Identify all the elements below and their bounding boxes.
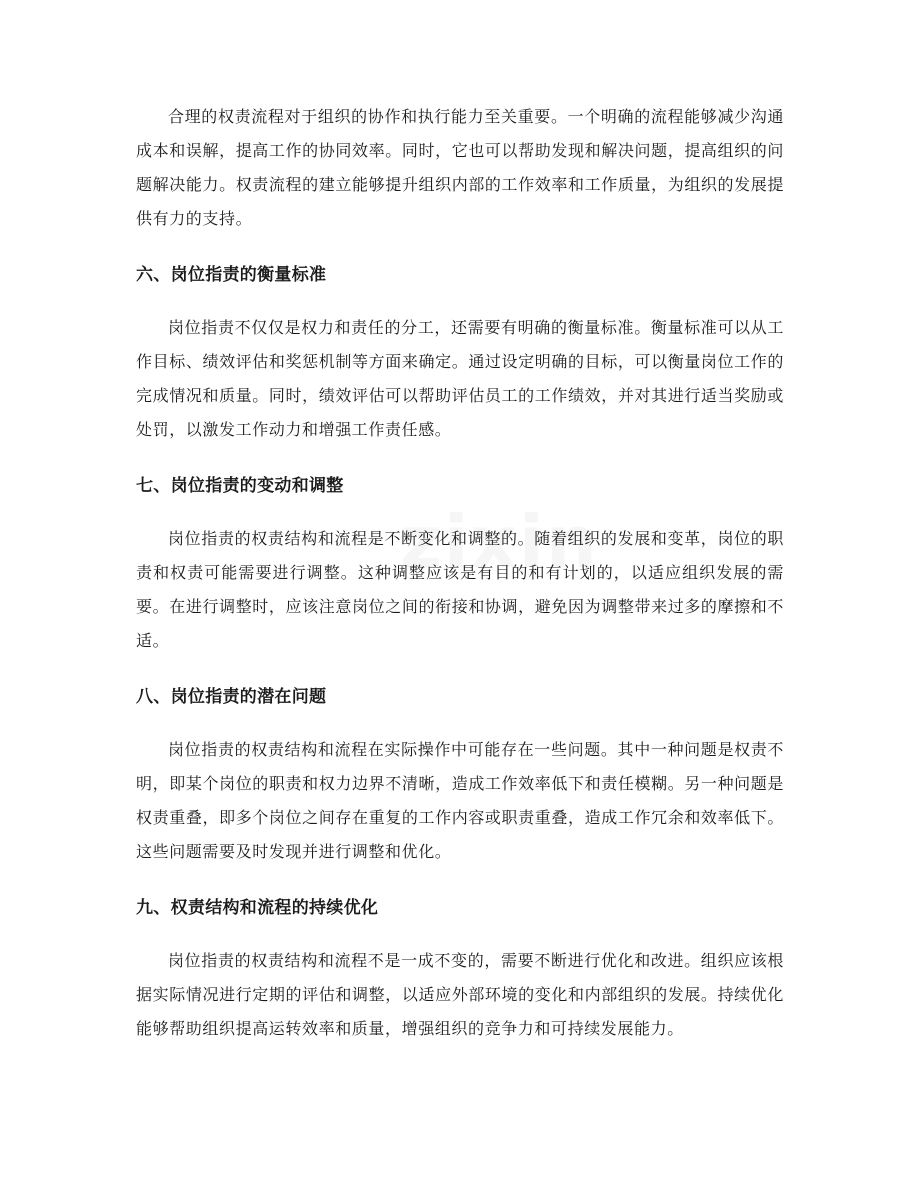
document-body (136, 100, 784, 1046)
section-paragraph-7: 岗位指责的权责结构和流程是不断变化和调整的。随着组织的发展和变革，岗位的职责和权责可能需要进行调整。这种调整应该是有目的和有计划的，以适应组织发展的需要。在进行调整时，应该注意岗位之间的衔接和协调，避免因为调整带来过多的摩擦和不适。 (136, 529, 784, 650)
section-heading-7: 七、岗位指责的变动和调整 (136, 476, 344, 496)
section-paragraph-8: 岗位指责的权责结构和流程在实际操作中可能存在一些问题。其中一种问题是权责不明，即某个岗位的职责和权力边界不清晰，造成工作效率低下和责任模糊。另一种问题是权责重叠，即多个岗位之间存在重复的工作内容或职责重叠，造成工作冗余和效率低下。这些问题需要及时发现并进行调整和优化。 (136, 740, 784, 861)
section-heading-6: 六、岗位指责的衡量标准 (136, 265, 327, 285)
intro-paragraph: 合理的权责流程对于组织的协作和执行能力至关重要。一个明确的流程能够减少沟通成本和误解，提高工作的协同效率。同时，它也可以帮助发现和解决问题，提高组织的问题解决能力。权责流程的建立能够提升组织内部的工作效率和工作质量，为组织的发展提供有力的支持。 (136, 107, 784, 228)
section-heading-9: 九、权责结构和流程的持续优化 (136, 898, 379, 918)
section-paragraph-6: 岗位指责不仅仅是权力和责任的分工，还需要有明确的衡量标准。衡量标准可以从工作目标、绩效评估和奖惩机制等方面来确定。通过设定明确的目标，可以衡量岗位工作的完成情况和质量。同时，绩效评估可以帮助评估员工的工作绩效，并对其进行适当奖励或处罚，以激发工作动力和增强工作责任感。 (136, 318, 784, 439)
section-paragraph-9: 岗位指责的权责结构和流程不是一成不变的，需要不断进行优化和改进。组织应该根据实际情况进行定期的评估和调整，以适应外部环境的变化和内部组织的发展。持续优化能够帮助组织提高运转效率和质量，增强组织的竞争力和可持续发展能力。 (136, 951, 784, 1038)
section-heading-8: 八、岗位指责的潜在问题 (136, 687, 327, 707)
